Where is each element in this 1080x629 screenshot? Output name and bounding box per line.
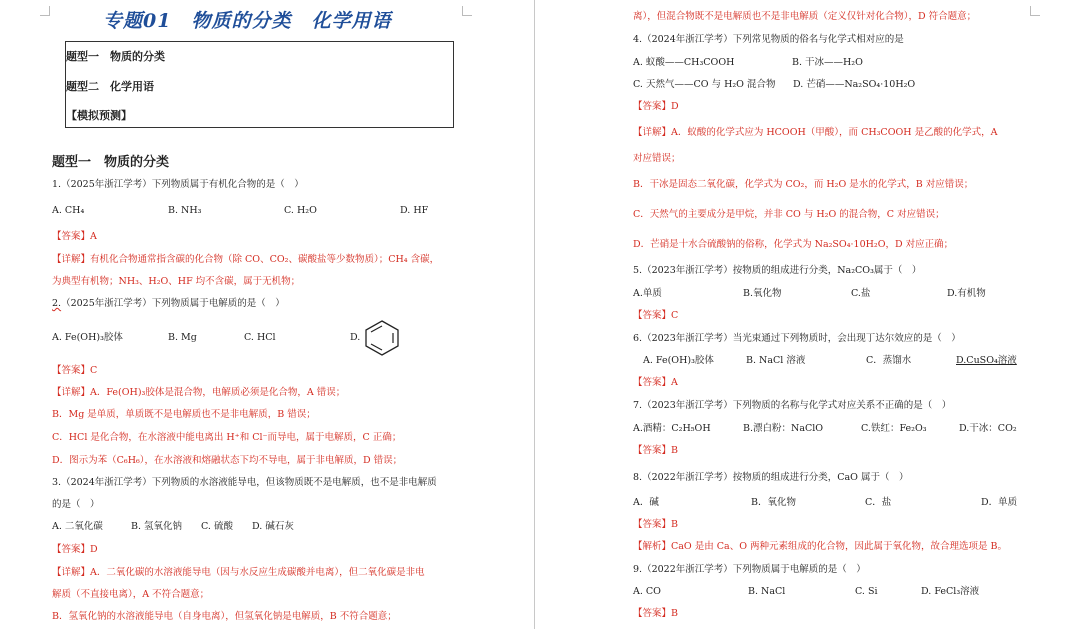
option-c: C. Si: [855, 586, 878, 597]
option-d: D.干冰：CO₂: [959, 423, 1017, 434]
option-d: D.CuSO₄溶液: [956, 355, 1017, 366]
explanation: 对应错误；: [633, 153, 681, 164]
option-b: B.氧化物: [743, 288, 782, 299]
option-b: B. 干冰——H₂O: [792, 57, 863, 68]
question-stem: 9.（2022年浙江学考）下列物质属于电解质的是（ ）: [633, 564, 866, 575]
explanation: B．Mg 是单质，单质既不是电解质也不是非电解质，B 错误；: [52, 409, 316, 420]
option-b: B. NH₃: [168, 205, 202, 216]
option-c: C.铁红：Fe₂O₃: [861, 423, 927, 434]
answer: 【答案】B: [633, 608, 678, 619]
explanation: B．氢氧化钠的水溶液能导电（自身电离），但氢氧化钠是电解质，B 不符合题意；: [52, 611, 397, 622]
answer: 【答案】A: [633, 377, 678, 388]
option-c: C．蒸馏水: [866, 355, 912, 366]
answer: 【答案】A: [52, 231, 97, 242]
option-c: C.盐: [851, 288, 871, 299]
page-corner-mark: [40, 6, 50, 16]
option-b: B. 氢氧化钠: [131, 521, 183, 532]
option-b: B.漂白粉：NaClO: [743, 423, 824, 434]
option-a: A. Fe(OH)₃胶体: [643, 355, 714, 366]
explanation: 为典型有机物；NH₃、H₂O、HF 均不含碳，属于无机物；: [52, 276, 301, 287]
explanation: B．干冰是固态二氧化碳，化学式为 CO₂，而 H₂O 是水的化学式，B 对应错误；: [633, 179, 974, 190]
explanation: 【解析】CaO 是由 Ca、O 两种元素组成的化合物，因此属于氧化物，故合理选项是 B。: [633, 541, 1008, 552]
option-a: A. CH₄: [52, 205, 85, 216]
toc-item[interactable]: 【模拟预测】: [66, 109, 132, 122]
question-stem: 的是（ ）: [52, 499, 100, 510]
option-d: D. 碱石灰: [252, 521, 294, 532]
option-c: C. 硫酸: [201, 521, 233, 532]
question-stem: 4.（2024年浙江学考）下列常见物质的俗名与化学式相对应的是: [633, 34, 904, 45]
option-c: C. HCl: [244, 332, 276, 343]
question-text: （2025年浙江学考）下列物质属于电解质的是（ ）: [61, 298, 285, 309]
option-a: A. CO: [633, 586, 661, 597]
page-title: 专题01 物质的分类 化学用语: [103, 10, 392, 32]
answer: 【答案】B: [633, 445, 678, 456]
option-b: B．氧化物: [751, 497, 796, 508]
option-b: B. Mg: [168, 332, 197, 343]
question-stem: 3.（2024年浙江学考）下列物质的水溶液能导电，但该物质既不是电解质，也不是非电解质: [52, 477, 437, 488]
document-page-right: [548, 0, 1080, 629]
question-stem: 5.（2023年浙江学考）按物质的组成进行分类，Na₂CO₃属于（ ）: [633, 265, 922, 276]
explanation: 离），但混合物既不是电解质也不是非电解质（定义仅针对化合物），D 符合题意；: [633, 11, 977, 22]
option-c: C. H₂O: [284, 205, 317, 216]
explanation: C．HCl 是化合物，在水溶液中能电离出 H⁺和 Cl⁻而导电，属于电解质，C 正确；: [52, 432, 402, 443]
explanation: 【详解】有机化合物通常指含碳的化合物（除 CO、CO₂、碳酸盐等少数物质）；CH₄ 含碳，: [52, 254, 440, 265]
page-corner-mark: [462, 6, 472, 16]
option-d: D. HF: [400, 205, 429, 216]
explanation: 解质（不直接电离），A 不符合题意；: [52, 589, 210, 600]
answer: 【答案】B: [633, 519, 678, 530]
explanation: 【详解】A．蚁酸的化学式应为 HCOOH（甲酸），而 CH₃COOH 是乙酸的化学式，A: [633, 127, 998, 138]
explanation: 【详解】A．二氧化碳的水溶液能导电（因与水反应生成碳酸并电离），但二氧化碳是非电: [52, 567, 425, 578]
toc-item[interactable]: 题型一 物质的分类: [66, 50, 165, 63]
answer: 【答案】C: [52, 365, 98, 376]
option-a: A.酒精：C₂H₅OH: [633, 423, 711, 434]
answer: 【答案】D: [633, 101, 679, 112]
document-page-left: [0, 0, 520, 629]
question-stem: 1.（2025年浙江学考）下列物质属于有机化合物的是（ ）: [52, 179, 304, 190]
option-d: D．单质: [981, 497, 1018, 508]
option-d: D.: [350, 332, 361, 343]
explanation: D．图示为苯（C₆H₆），在水溶液和熔融状态下均不导电，属于非电解质，D 错误；: [52, 455, 403, 466]
explanation: 【详解】A．Fe(OH)₃胶体是混合物，电解质必须是化合物，A 错误；: [52, 387, 346, 398]
benzene-ring-icon: [362, 319, 402, 357]
option-b: B. NaCl: [748, 586, 786, 597]
question-stem: 7.（2023年浙江学考）下列物质的名称与化学式对应关系不正确的是（ ）: [633, 400, 952, 411]
option-d: D. FeCl₃溶液: [921, 586, 980, 597]
answer: 【答案】C: [633, 310, 679, 321]
question-stem: 8.（2022年浙江学考）按物质的组成进行分类，CaO 属于（ ）: [633, 472, 909, 483]
question-stem: 6.（2023年浙江学考）当光束通过下列物质时，会出现丁达尔效应的是（ ）: [633, 333, 961, 344]
answer: 【答案】D: [52, 544, 98, 555]
page-corner-mark: [1030, 6, 1040, 16]
section-heading: 题型一 物质的分类: [52, 155, 170, 170]
option-a: A. 二氧化碳: [52, 521, 103, 532]
option-a: A.单质: [633, 288, 662, 299]
question-stem: [52, 297, 285, 311]
option-d: D.有机物: [947, 288, 986, 299]
option-a: A. Fe(OH)₃胶体: [52, 332, 123, 343]
option-a: A．碱: [633, 497, 659, 508]
option-c: C. 天然气——CO 与 H₂O 混合物: [633, 79, 776, 90]
option-d: D. 芒硝——Na₂SO₄·10H₂O: [793, 79, 916, 90]
explanation: C．天然气的主要成分是甲烷，并非 CO 与 H₂O 的混合物，C 对应错误；: [633, 209, 945, 220]
question-number: 2.: [52, 298, 62, 309]
toc-item[interactable]: 题型二 化学用语: [66, 80, 154, 93]
explanation: D．芒硝是十水合硫酸钠的俗称，化学式为 Na₂SO₄·10H₂O，D 对应正确；: [633, 239, 954, 250]
page-divider: [534, 0, 535, 629]
toc-box: [65, 41, 454, 128]
option-b: B. NaCl 溶液: [746, 355, 806, 366]
option-a: A. 蚁酸——CH₃COOH: [633, 57, 735, 68]
option-c: C．盐: [865, 497, 892, 508]
